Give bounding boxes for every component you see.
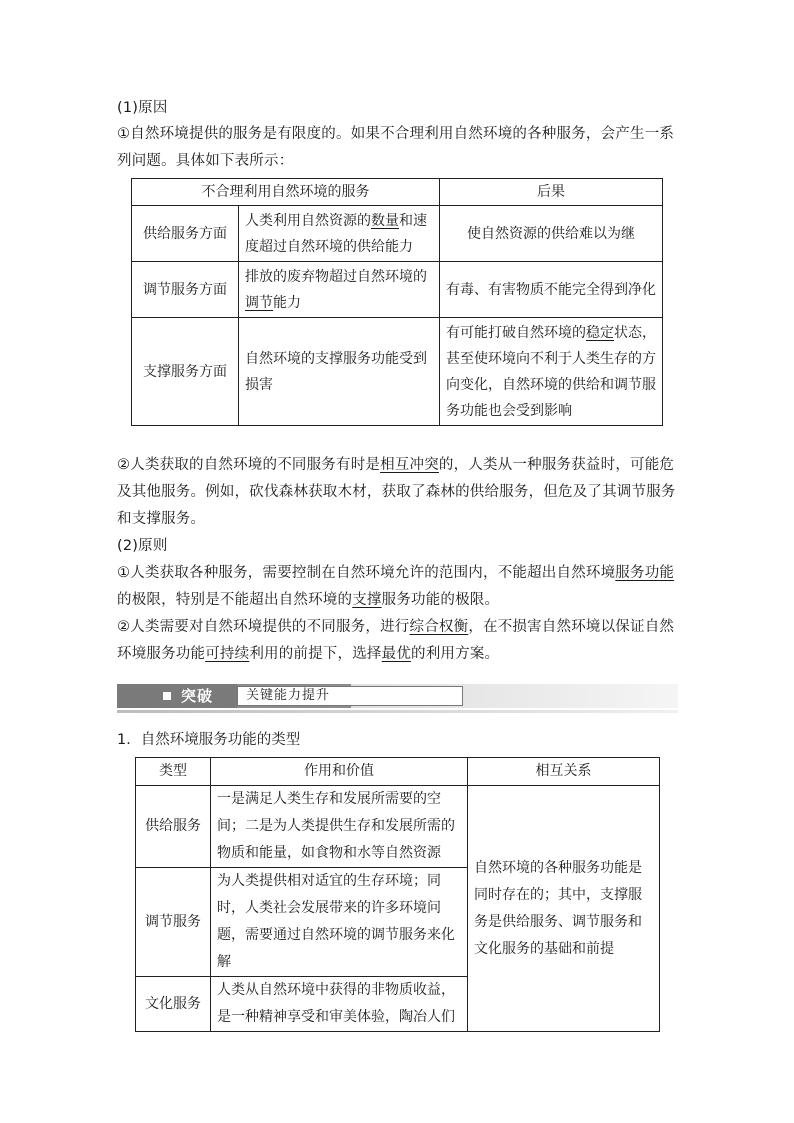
banner-subtitle: 关键能力提升 [246, 688, 331, 703]
row-result: 有可能打破自然环境的稳定状态，甚至使环境向不利于人类生存的方向变化，自然环境的供给和调节服务功能也会受到影响 [440, 318, 663, 426]
banner-tag [117, 684, 237, 708]
table-header-relation: 相互关系 [468, 758, 660, 786]
paragraph-principle-2: ②人类需要对自然环境提供的不同服务，进行综合权衡，在不损害自然环境以保证自然环境服务功能可持续利用的前提下，选择最优的利用方案。 [117, 619, 675, 662]
row-result: 使自然资源的供给难以为继 [440, 206, 663, 262]
table-header-value: 作用和价值 [211, 758, 468, 786]
square-bullet-icon [163, 692, 171, 700]
banner-subtitle-box [237, 686, 463, 706]
misuse-consequence-table [131, 178, 663, 426]
row-value: 为人类提供相对适宜的生存环境；同时，人类社会发展带来的许多环境问题，需要通过自然环境的调节服务来化解 [211, 868, 468, 977]
table-header-consequence: 后果 [440, 179, 663, 206]
heading-reasons: (1)原因 [117, 100, 168, 116]
table-row [132, 262, 663, 318]
heading-principles: (2)原则 [117, 538, 168, 554]
divider [117, 710, 678, 713]
row-aspect: 支撑服务方面 [132, 318, 239, 426]
topic-title: 1．自然环境服务功能的类型 [117, 732, 301, 748]
row-aspect: 调节服务方面 [132, 262, 239, 318]
row-type: 文化服务 [136, 977, 211, 1032]
banner-title: 突破 [181, 687, 214, 705]
section-banner [117, 684, 678, 708]
row-detail: 排放的废弃物超过自然环境的调节能力 [239, 262, 440, 318]
row-value: 人类从自然环境中获得的非物质收益，是一种精神享受和审美体验，陶冶人们 [211, 977, 468, 1032]
table-header-type: 类型 [136, 758, 211, 786]
row-type: 供给服务 [136, 786, 211, 868]
paragraph-principle-1: ①人类获取各种服务，需要控制在自然环境允许的范围内，不能超出自然环境服务功能的极限，特别是不能超出自然环境的支撑服务功能的极限。 [117, 565, 675, 608]
row-value: 一是满足人类生存和发展所需要的空间；二是为人类提供生存和发展所需的物质和能量，如食物和水等自然资源 [211, 786, 468, 868]
relation-cell: 自然环境的各种服务功能是同时存在的；其中，支撑服务是供给服务、调节服务和文化服务的基础和前提 [468, 786, 660, 1032]
row-detail: 人类利用自然资源的数量和速度超过自然环境的供给能力 [239, 206, 440, 262]
table-row [132, 318, 663, 426]
table-row [132, 206, 663, 262]
table-header-service: 不合理利用自然环境的服务 [132, 179, 440, 206]
row-type: 调节服务 [136, 868, 211, 977]
row-result: 有毒、有害物质不能完全得到净化 [440, 262, 663, 318]
row-aspect: 供给服务方面 [132, 206, 239, 262]
row-detail: 自然环境的支撑服务功能受到损害 [239, 318, 440, 426]
paragraph-reason-2: ②人类获取的自然环境的不同服务有时是相互冲突的，人类从一种服务获益时，可能危及其他服务。例如，砍伐森林获取木材，获取了森林的供给服务，但危及了其调节服务和支撑服务。 [117, 457, 676, 527]
table-row [136, 786, 660, 868]
service-types-table [135, 757, 660, 1032]
paragraph-reason-1: ①自然环境提供的服务是有限度的。如果不合理利用自然环境的各种服务，会产生一系列问题。具体如下表所示： [117, 126, 675, 169]
